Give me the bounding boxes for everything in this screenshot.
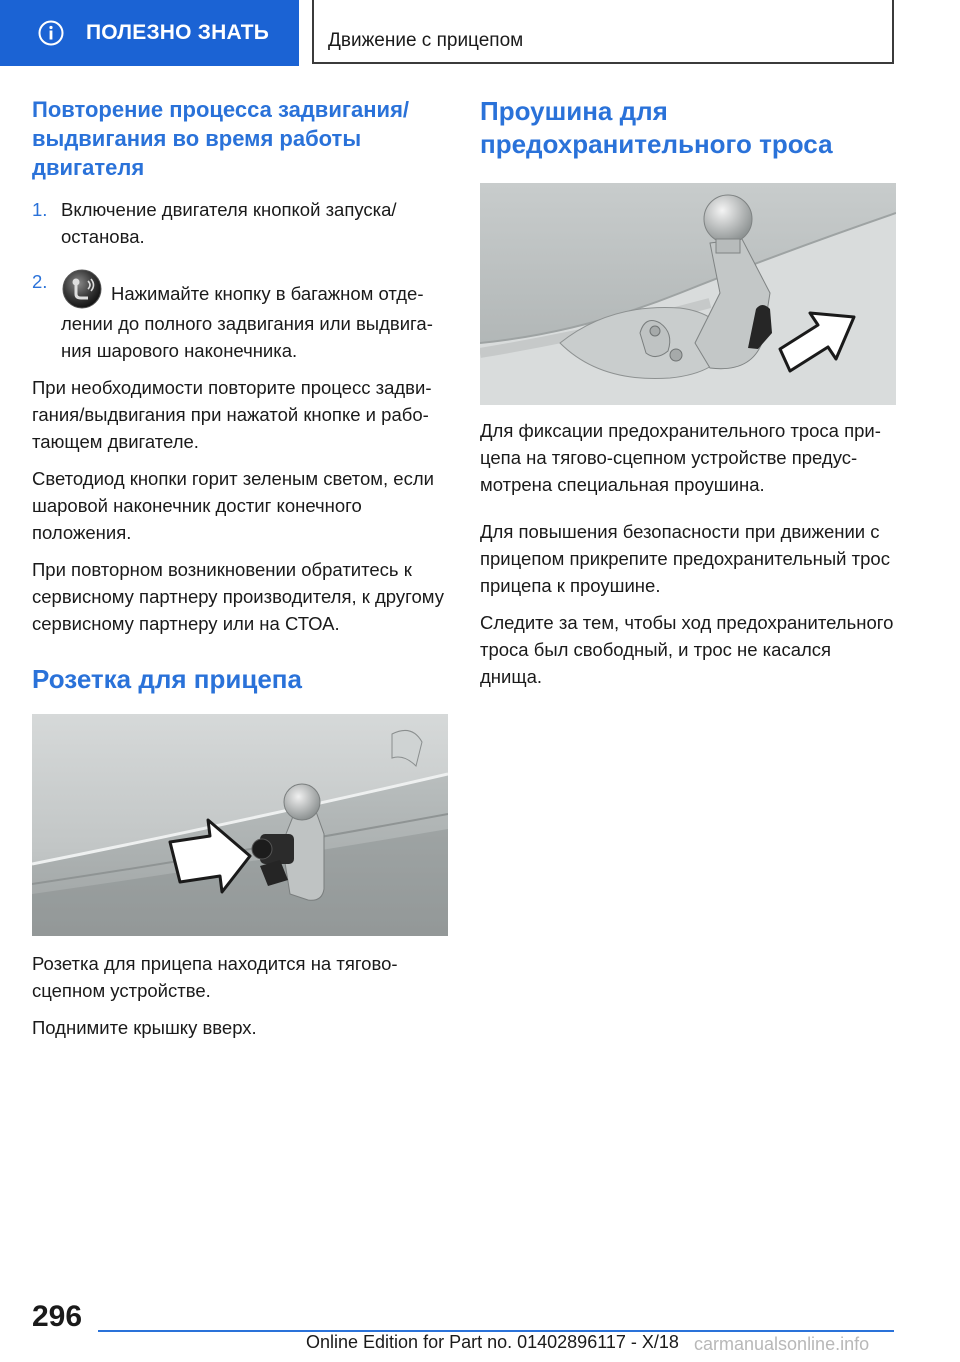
chapter-title: Движение с прицепом [328, 30, 524, 51]
page-number: 296 [32, 1300, 83, 1333]
paragraph: При повторном возникновении обратитесь к сервисному партнеру производителя, к другому сервисному партнеру или на СТОА. [32, 559, 444, 634]
steps-list [32, 196, 448, 364]
left-column [32, 95, 448, 1041]
paragraph: Для фиксации предохранительного троса прицепа на тягово-сцепном устройстве предусмотрена специальная проушина. [480, 420, 881, 495]
header-tab [0, 0, 299, 66]
step-number: 1. [32, 199, 48, 220]
paragraph: Следите за тем, чтобы ход предохранительного троса был свободный, и трос не касался днища. [480, 612, 894, 687]
header-tab-label: ПОЛЕЗНО ЗНАТЬ [86, 21, 270, 44]
step-number: 2. [32, 271, 48, 292]
watermark: carmanualsonline.info [694, 1334, 870, 1354]
section-heading-safety-eye: Проушина для предохранительного троса [480, 96, 833, 159]
paragraph: Поднимите крышку вверх. [32, 1017, 257, 1038]
paragraph: Розетка для прицепа находится на тягово-сцепном устройстве. [32, 953, 398, 1001]
safety-eye-figure [480, 183, 896, 405]
footer-edition: Online Edition for Part no. 01402896117 - X/18 [306, 1332, 679, 1352]
list-item [32, 268, 448, 364]
chapter-header [312, 0, 894, 64]
section-heading-repeat-process: Повторение процесса задвигания/ выдвигания во время работы двигателя [32, 97, 410, 180]
info-icon [38, 20, 64, 46]
paragraph: Для повышения безопасности при движении с прицепом прикрепите предохранительный трос прицепа к проушине. [480, 521, 890, 596]
paragraph: Светодиод кнопки горит зеленым светом, если шаровой наконечник достиг конечного положения. [32, 468, 434, 543]
section-heading-trailer-socket: Розетка для прицепа [32, 664, 302, 694]
towbar-button-icon [61, 268, 103, 310]
step-text: Нажимайте кнопку в багажном отделении до полного задвигания или выдвигания шарового наконечника. [61, 283, 433, 361]
right-column [480, 95, 896, 690]
step-text: Включение двигателя кнопкой запуска/ останова. [61, 199, 397, 247]
trailer-socket-figure [32, 714, 448, 936]
list-item [32, 196, 448, 250]
paragraph: При необходимости повторите процесс задвигания/выдвигания при нажатой кнопке и работающем двигателе. [32, 377, 432, 452]
